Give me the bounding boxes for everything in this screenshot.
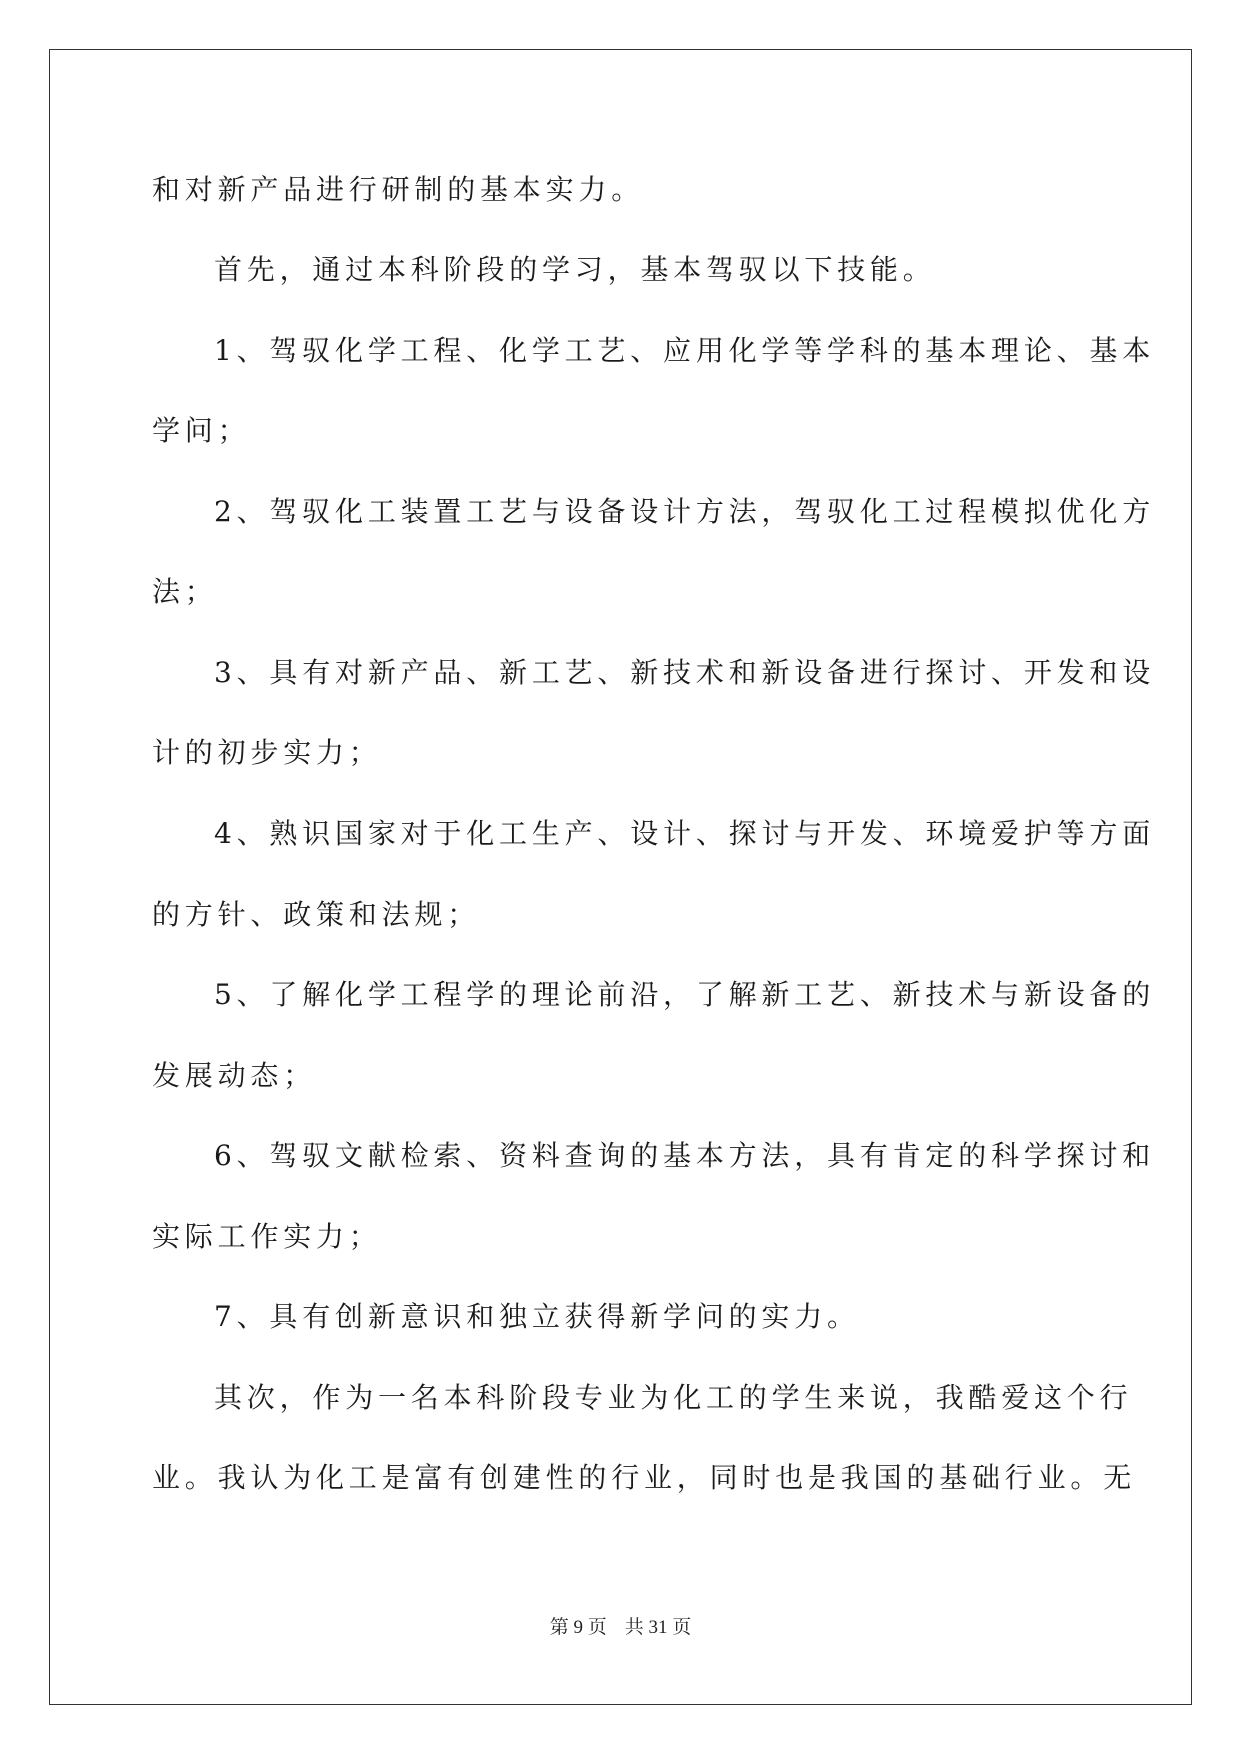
page-number: 第 9 页: [549, 1617, 607, 1638]
paragraph-line: 首先，通过本科阶段的学习，基本驾驭以下技能。: [214, 253, 936, 286]
paragraph-line: 2、驾驭化工装置工艺与设备设计方法，驾驭化工过程模拟优化方: [214, 495, 1156, 528]
paragraph-line: 计的初步实力；: [152, 736, 382, 769]
paragraph-line: 3、具有对新产品、新工艺、新技术和新设备进行探讨、开发和设: [214, 656, 1156, 689]
paragraph-line: 法；: [152, 575, 218, 608]
paragraph-line: 4、熟识国家对于化工生产、设计、探讨与开发、环境爱护等方面: [214, 817, 1156, 850]
page-total: 共 31 页: [624, 1617, 692, 1638]
paragraph-line: 和对新产品进行研制的基本实力。: [152, 173, 645, 206]
page-footer: [0, 1616, 1241, 1640]
paragraph-line: 业。我认为化工是富有创建性的行业，同时也是我国的基础行业。无: [152, 1461, 1137, 1494]
paragraph-line: 1、驾驭化学工程、化学工艺、应用化学等学科的基本理论、基本: [214, 334, 1156, 367]
paragraph-line: 的方针、政策和法规；: [152, 898, 481, 931]
page-border: [49, 49, 1192, 1705]
paragraph-line: 7、具有创新意识和独立获得新学问的实力。: [214, 1300, 860, 1333]
paragraph-line: 6、驾驭文献检索、资料查询的基本方法，具有肯定的科学探讨和: [214, 1139, 1156, 1172]
paragraph-line: 5、了解化学工程学的理论前沿，了解新工艺、新技术与新设备的: [214, 978, 1156, 1011]
paragraph-line: 发展动态；: [152, 1059, 317, 1092]
paragraph-line: 实际工作实力；: [152, 1220, 382, 1253]
paragraph-line: 其次，作为一名本科阶段专业为化工的学生来说，我酷爱这个行: [214, 1381, 1133, 1414]
paragraph-line: 学问；: [152, 414, 251, 447]
